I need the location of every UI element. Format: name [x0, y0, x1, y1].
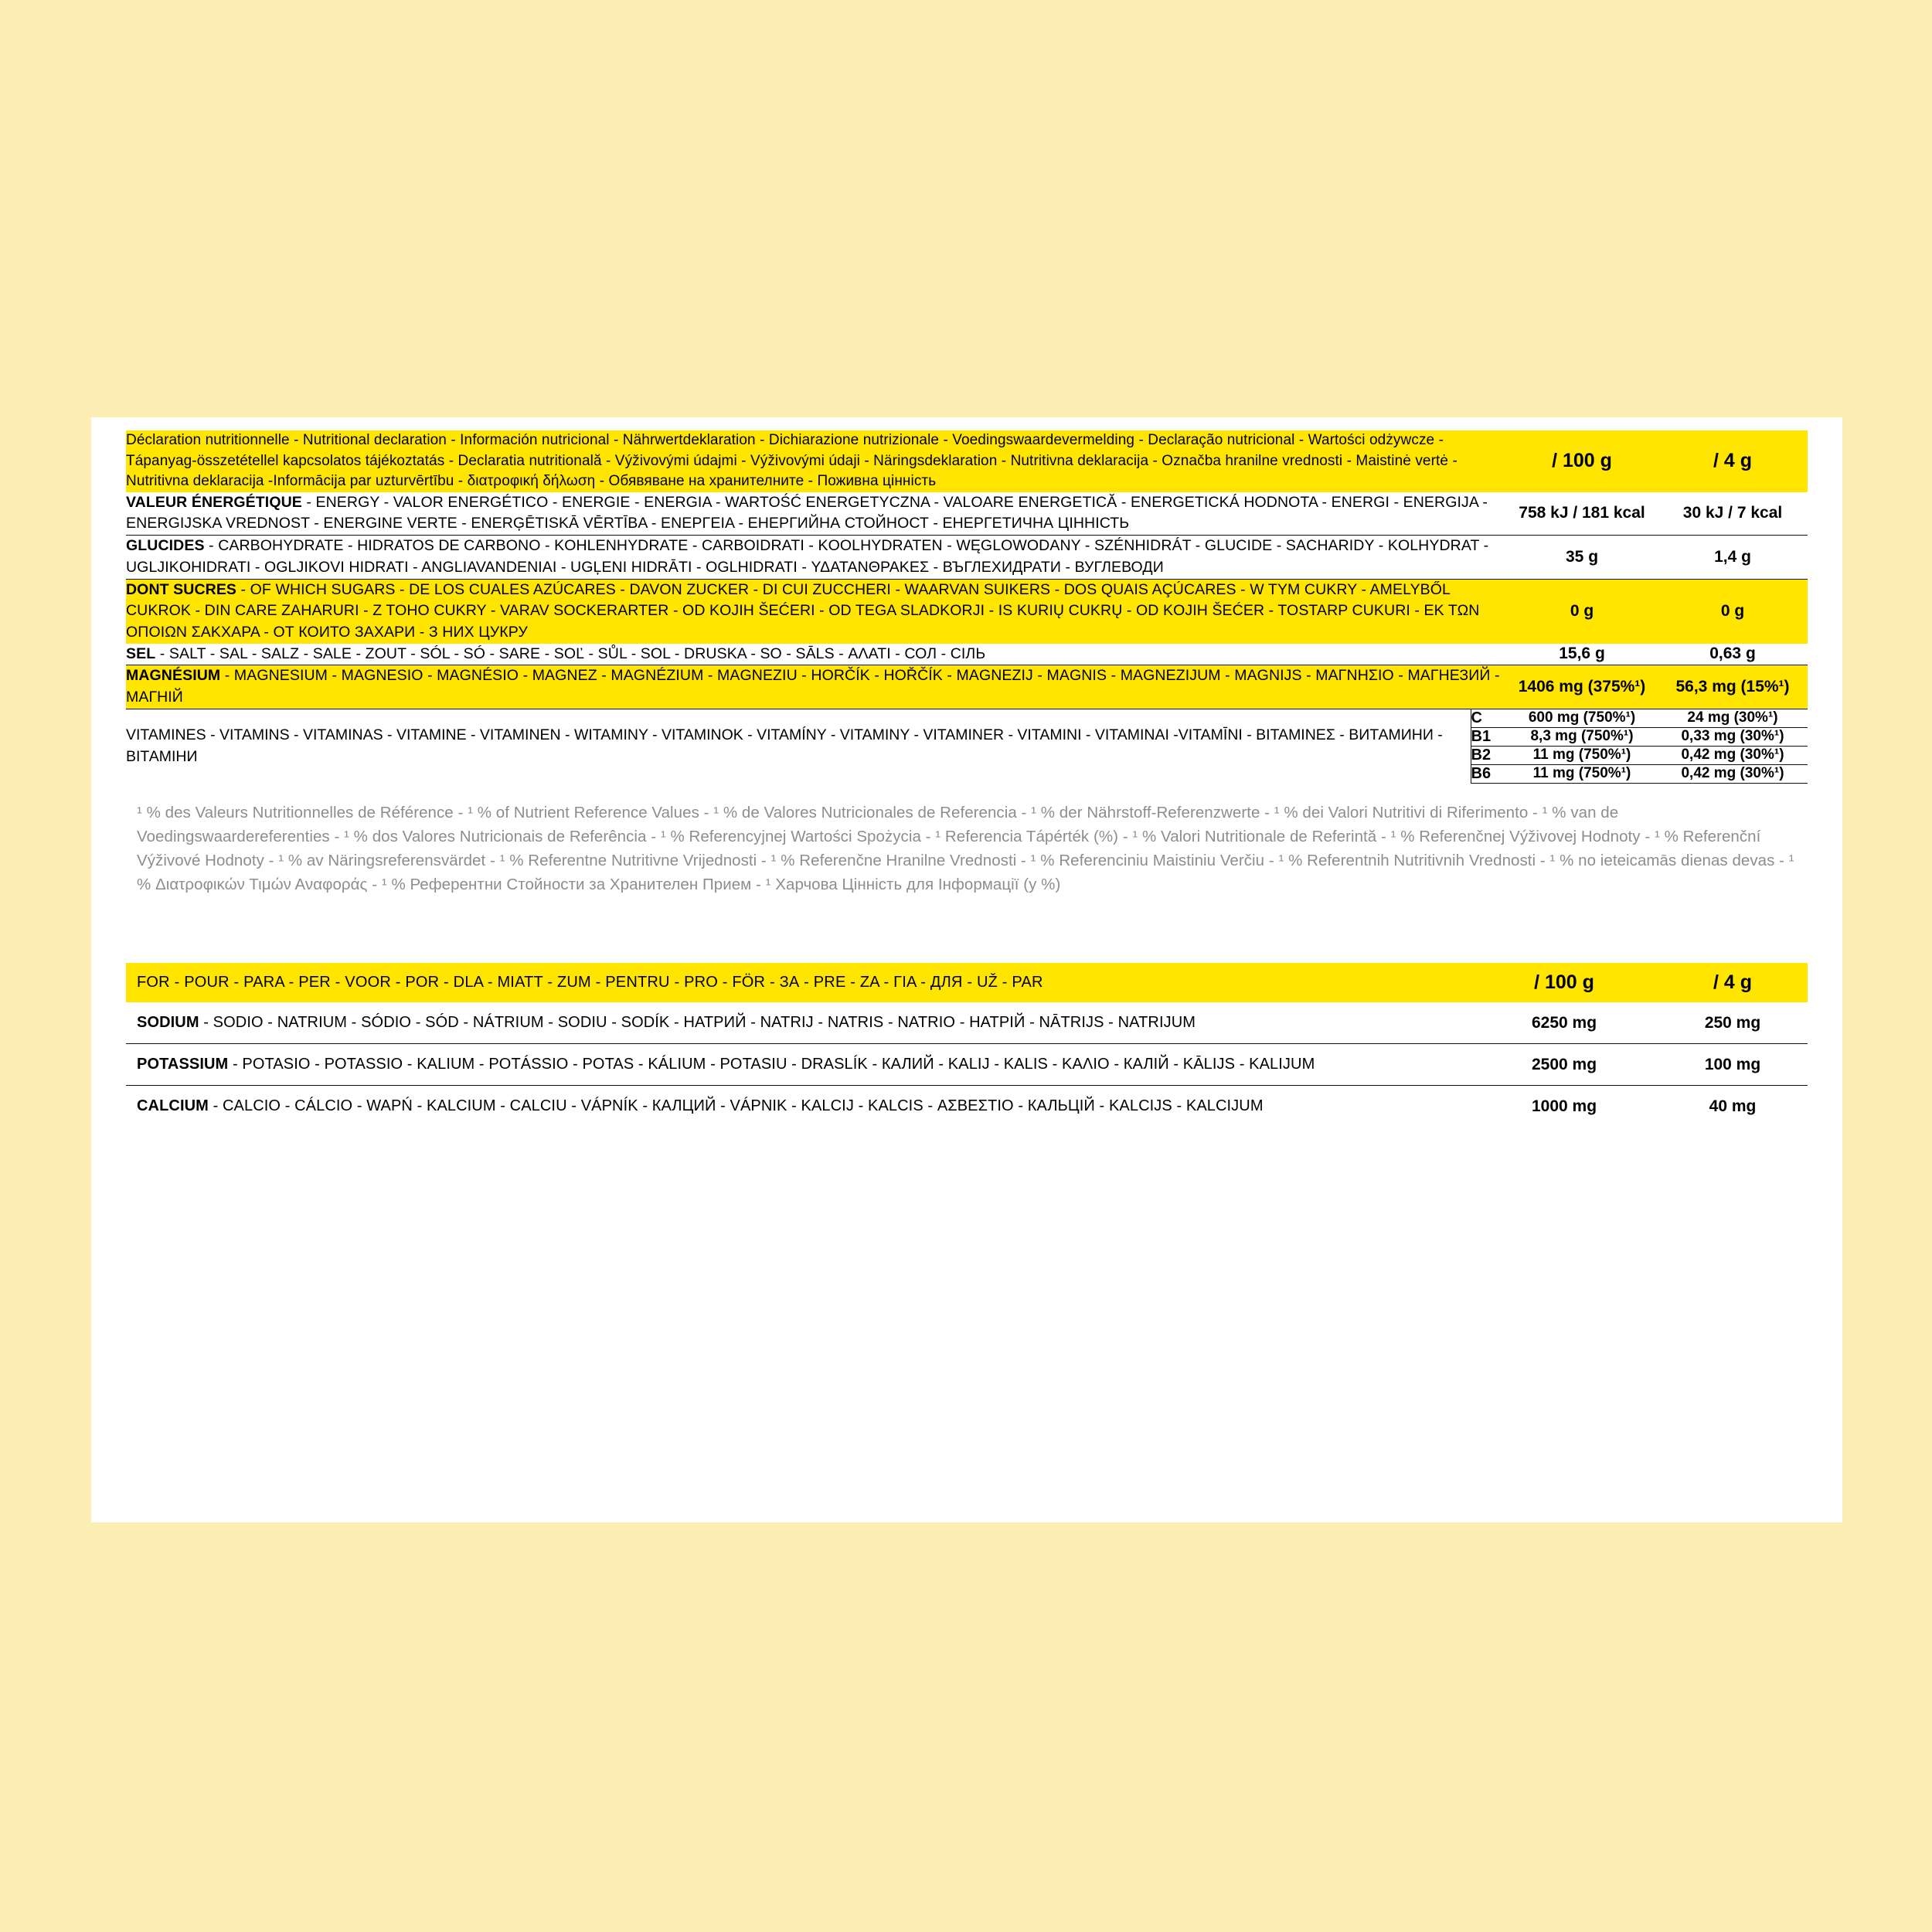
reference-values-footnote: ¹ % des Valeurs Nutritionnelles de Référence - ¹ % of Nutrient Reference Values - ¹ % de Valores Nutricionales de Referencia - ¹ % der Nährstoff-Referenzwerte - ¹ % dei Valori Nutritivi di Riferimento - ¹ % van de Voedingswaardereferenties - ¹ % dos Valores Nutricionais de Referência - ¹ % Referencyjnej Wartości Spożycia - ¹ Referencia Tápérték (%) - ¹ % Valori Nutritionale de Referintă - ¹ % Referenčnej Výživovej Hodnoty - ¹ % Referenční Výživové Hodnoty - ¹ % av Näringsreferensvärdet - ¹ % Referentne Nutritivne Vrijednosti - ¹ % Referenčne Hranilne Vrednosti - ¹ % Referenciniu Maistiniu Verčiu - ¹ % Referentnih Nutritivnih Vrednosti - ¹ % no ieteicamās dienas devas - ¹ % Διατροφικών Τιμών Αναφοράς - ¹ % Референтни Стойности за Хранителен Прием - ¹ Харчова Цінність для Інформації (у %) — [137, 803, 1794, 894]
vitamin-b1-4g: 0,33 mg (30%¹) — [1658, 727, 1808, 746]
row-value-energy-100g: 758 kJ / 181 kcal — [1519, 504, 1645, 522]
vitamin-b6-4g: 0,42 mg (30%¹) — [1658, 764, 1808, 783]
row-value-calcium-100g: 1000 mg — [1471, 1086, 1658, 1128]
row-value-potassium-100g: 2500 mg — [1471, 1044, 1658, 1086]
row-label-salt: SEL - SALT - SAL - SALZ - SALE - ZOUT - SÓL - SÓ - SARE - SOĽ - SŮL - SOL - DRUSKA - SO - SĀLS - ΑΛΑΤΙ - СОЛ - СІЛЬ — [126, 645, 986, 662]
header-unit-100g: / 100 g — [1552, 450, 1612, 472]
row-value-magnesium-100g: 1406 mg (375%¹) — [1506, 665, 1658, 709]
minerals-table — [126, 963, 1808, 1127]
row-label-energy: VALEUR ÉNERGÉTIQUE - ENERGY - VALOR ENERGÉTICO - ENERGIE - ENERGIA - WARTOŚĆ ENERGETYCZNA - VALOARE ENERGETICĂ - ENERGETICKÁ HODNOTA - ENERGI - ENERGIJA - ENERGIJSKA VREDNOST - ENERGINE VERTE - ENERĢĒTISKĀ VĒRTĪBA - ΕΝΕΡΓΕΙΑ - ЕНЕРГИЙНА СТОЙНОСТ - ЕНЕРГЕТИЧНА ЦІННІСТЬ — [126, 493, 1488, 532]
vitamin-b2-4g: 0,42 mg (30%¹) — [1658, 746, 1808, 764]
row-value-calcium-4g: 40 mg — [1658, 1086, 1808, 1128]
row-value-sodium-100g: 6250 mg — [1531, 1013, 1597, 1032]
vitamin-b1-100g: 8,3 mg (750%¹) — [1506, 727, 1658, 746]
row-value-carbohydrate-4g: 1,4 g — [1658, 536, 1808, 579]
table-row — [126, 665, 1808, 709]
vitamin-tag-b6: B6 — [1471, 764, 1506, 783]
row-value-carbohydrate-100g: 35 g — [1506, 536, 1658, 579]
row-value-sodium-4g: 250 mg — [1704, 1013, 1761, 1032]
table-row-vitamin — [126, 709, 1808, 727]
nutrition-label-sheet — [91, 417, 1842, 1522]
row-value-potassium-4g: 100 mg — [1658, 1044, 1808, 1086]
vitamin-tag-c: C — [1471, 709, 1506, 727]
row-label-carbohydrate: GLUCIDES - CARBOHYDRATE - HIDRATOS DE CARBONO - KOHLENHYDRATE - CARBOIDRATI - KOOLHYDRATEN - WĘGLOWODANY - SZÉNHIDRÁT - GLUCIDE - SACHARIDY - KOLHYDRAT - UGLJIKOHIDRATI - OGLJIKOVI HIDRATI - ANGLIAVANDENIAI - UGĻENI HIDRĀTI - OGLHIDRATI - ΥΔΑΤΑΝΘΡΑΚΕΣ - ВЪГЛЕХИДРАТИ - ВУГЛЕВОДИ — [126, 536, 1506, 579]
table-row — [126, 644, 1808, 665]
minerals-header-unit-100g: / 100 g — [1534, 971, 1594, 994]
table-header-row — [126, 430, 1808, 492]
minerals-header-row — [126, 963, 1808, 1002]
vitamin-tag-b2: B2 — [1471, 746, 1506, 764]
vitamin-b6-100g: 11 mg (750%¹) — [1506, 764, 1658, 783]
row-value-energy-4g: 30 kJ / 7 kcal — [1682, 504, 1783, 522]
row-label-sodium: SODIUM - SODIO - NATRIUM - SÓDIO - SÓD - NÁTRIUM - SODIU - SODÍK - НАТРИЙ - NATRIJ - NATRIS - NATRIO - НАТРІЙ - NĀTRIJS - NATRIJUM — [137, 1014, 1196, 1032]
nutrition-label-content — [126, 430, 1808, 1127]
table-row — [126, 492, 1808, 536]
table-row — [126, 1002, 1808, 1044]
vitamin-c-100g: 600 mg (750%¹) — [1506, 709, 1658, 727]
row-value-salt-4g: 0,63 g — [1709, 645, 1756, 663]
table-row — [126, 1044, 1808, 1086]
row-label-vitamins: VITAMINES - VITAMINS - VITAMINAS - VITAMINE - VITAMINEN - WITAMINY - VITAMINOK - VITAMÍNY - VITAMINY - VITAMINER - VITAMINI - VITAMINAI -VITAMĪNI - ΒΙΤΑΜΙΝΕΣ - ВИТАМИНИ - ВІТАМІНИ — [126, 709, 1471, 783]
table-row — [126, 579, 1808, 644]
row-value-sugars-4g: 0 g — [1658, 579, 1808, 644]
vitamin-c-4g: 24 mg (30%¹) — [1658, 709, 1808, 727]
row-label-calcium: CALCIUM - CALCIO - CÁLCIO - WAPŃ - KALCIUM - CALCIU - VÁPNÍK - КАЛЦИЙ - VÁPNIK - KALCIJ - KALCIS - ΑΣΒΕΣΤΙΟ - КАЛЬЦІЙ - KALCIJS - KALCIJUM — [126, 1086, 1471, 1128]
declaration-title: Déclaration nutritionnelle - Nutritional declaration - Información nutricional - Nährwertdeklaration - Dichiarazione nutrizionale - Voedingswaardevermelding - Declaração nutricional - Wartości odżywcze - Tápanyag-összetétellel kapcsolatos tájékoztatás - Declaratia nutritională - Výživovými údajmi - Výživovými údaji - Näringsdeklaration - Nutritivna deklaracija - Označba hranilne vrednosti - Maistinė vertė - Nutritivna deklaracija -Informācija par uzturvērtību - διατροφική δήλωση - Обявяване на хранителните - Поживна цінність — [126, 432, 1458, 490]
table-row — [126, 1086, 1808, 1128]
row-label-sugars: DONT SUCRES - OF WHICH SUGARS - DE LOS CUALES AZÚCARES - DAVON ZUCKER - DI CUI ZUCCHERI - WAARVAN SUIKERS - DOS QUAIS AÇÚCARES - W TYM CUKRY - AMELYBŐL CUKROK - DIN CARE ZAHARURI - Z TOHO CUKRY - VARAV SOCKERARTER - OD KOJIH ŠEĆERI - OD TEGA SLADKORJI - IS KURIŲ CUKRŲ - OD KOJIH ŠEĆER - TOSTARP CUKURI - ΕΚ ΤΩΝ ΟΠΟΙΩΝ ΣΑΚΧΑΡΑ - ОТ КОИТО ЗАХАРИ - З НИХ ЦУКРУ — [126, 579, 1506, 644]
row-label-magnesium: MAGNÉSIUM - MAGNESIUM - MAGNESIO - MAGNÉSIO - MAGNEZ - MAGNÉZIUM - MAGNEZIU - HORČÍK - HOŘČÍK - MAGNEZIJ - MAGNIS - MAGNEZIJUM - MAGNIJS - ΜΑΓΝΗΣΙΟ - МАГНЕЗИЙ - МАГНІЙ — [126, 665, 1506, 709]
vitamin-b2-100g: 11 mg (750%¹) — [1506, 746, 1658, 764]
table-row — [126, 536, 1808, 579]
row-value-sugars-100g: 0 g — [1506, 579, 1658, 644]
minerals-header-title: FOR - POUR - PARA - PER - VOOR - POR - DLA - MIATT - ZUM - PENTRU - PRO - FÖR - ЗА - PRE - ZA - ΓΙΑ - ДЛЯ - UŽ - PAR — [137, 974, 1043, 992]
row-label-potassium: POTASSIUM - POTASIO - POTASSIO - KALIUM - POTÁSSIO - POTAS - KÁLIUM - POTASIU - DRASLÍK - КАЛИЙ - KALIJ - KALIS - ΚΑΛΙΟ - КАЛІЙ - KĀLIJS - KALIJUM — [126, 1044, 1471, 1086]
vitamin-tag-b1: B1 — [1471, 727, 1506, 746]
row-value-magnesium-4g: 56,3 mg (15%¹) — [1658, 665, 1808, 709]
nutritional-declaration-table — [126, 430, 1808, 784]
minerals-header-unit-4g: / 4 g — [1713, 971, 1752, 994]
header-unit-4g: / 4 g — [1713, 450, 1753, 472]
row-value-salt-100g: 15,6 g — [1559, 645, 1605, 663]
